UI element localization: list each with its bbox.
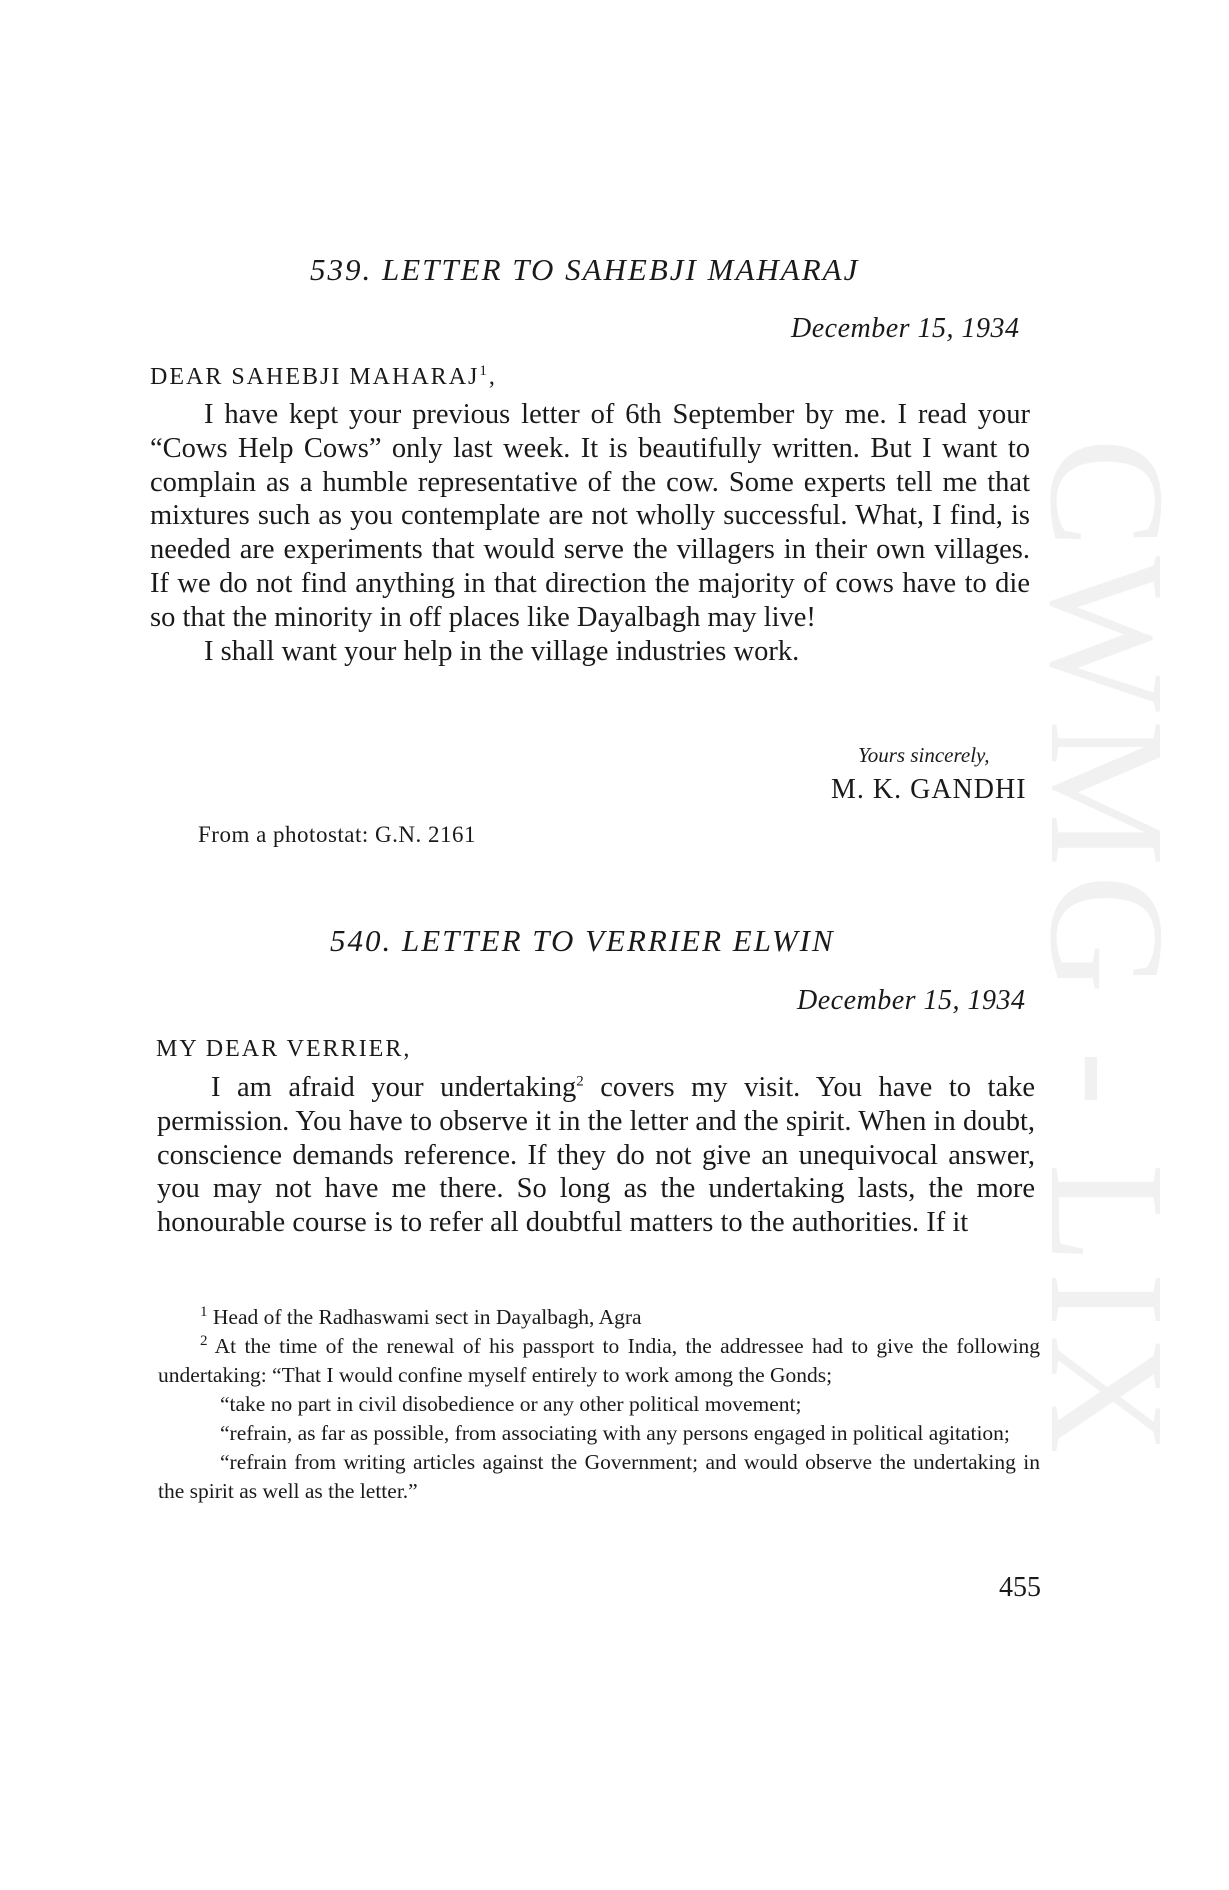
footnote-2-text: At the time of the renewal of his passport to India, the addressee had to give the following undertaking: “That I would confine myself entirely to work among the Gonds;: [158, 1334, 1040, 1387]
letter-539-salutation-text: DEAR SAHEBJI MAHARAJ: [150, 364, 480, 390]
footnote-2-line-4: “refrain from writing articles against the Government; and would observe the undertaking in the spirit as well as the letter.”: [158, 1450, 1040, 1503]
letter-540-paragraph-1: [157, 1071, 1035, 1240]
letter-540-body: [157, 1071, 1035, 1240]
letter-539-source: From a photostat: G.N. 2161: [198, 822, 476, 847]
footnote-2-line-2: “take no part in civil disobedience or any other political movement;: [220, 1392, 802, 1416]
letter-540-salutation: MY DEAR VERRIER,: [156, 1036, 412, 1062]
letter-539-paragraph-2: I shall want your help in the village industries work.: [204, 635, 800, 667]
letter-540-date: December 15, 1934: [797, 985, 1026, 1016]
watermark-text: CWMG - LIX: [1016, 438, 1199, 1462]
footnote-2-mark: 2: [200, 1332, 208, 1349]
letter-540-heading: 540. LETTER TO VERRIER ELWIN: [330, 923, 835, 958]
footnote-2-line-3: “refrain, as far as possible, from associating with any persons engaged in political agitation;: [220, 1421, 1010, 1445]
watermark: [1016, 438, 1199, 1462]
letter-539-closing: Yours sincerely,: [858, 743, 990, 767]
letter-539-salutation-end: ,: [488, 364, 497, 390]
signature-text: M. K. GANDHI: [831, 774, 1027, 805]
letter-539-heading: 539. LETTER TO SAHEBJI MAHARAJ: [310, 252, 860, 287]
footnote-ref-1: 1: [479, 363, 489, 379]
letter-539-signature: [831, 774, 1027, 806]
letter-540-text-start: I am afraid your undertaking: [211, 1072, 577, 1103]
footnote-1-mark: 1: [200, 1303, 208, 1320]
footnote-ref-2: 2: [576, 1073, 584, 1090]
footnote-1: [158, 1303, 1040, 1332]
letter-539-date: December 15, 1934: [791, 313, 1020, 344]
letter-539-paragraph-1: I have kept your previous letter of 6th September by me. I read your “Cows Help Cows” only last week. It is beautifully written. But I want to complain as a humble representative of the cow. Some experts tell me that mixtures such as you contemplate are not wholly successful. What, I find, is needed are experiments that would serve the villagers in their own villages. If we do not find anything in that direction the majority of cows have to die so that the minority in off places like Dayalbagh may live!: [150, 399, 1030, 633]
footnote-2: [158, 1332, 1040, 1390]
page-number: 455: [999, 1572, 1041, 1603]
footnotes: [158, 1303, 1040, 1506]
footnote-1-text: Head of the Radhaswami sect in Dayalbagh, Agra: [212, 1305, 642, 1329]
letter-540-text-rest: covers my visit. You have to take permission. You have to observe it in the letter and the spirit. When in doubt, conscience demands reference. If they do not give an unequivocal answer, you may not have me there. So long as the undertaking lasts, the more honourable course is to refer all doubtful matters to the authorities. If it: [157, 1072, 1035, 1239]
letter-539-body: [150, 398, 1030, 668]
letter-539-salutation: [150, 364, 497, 391]
